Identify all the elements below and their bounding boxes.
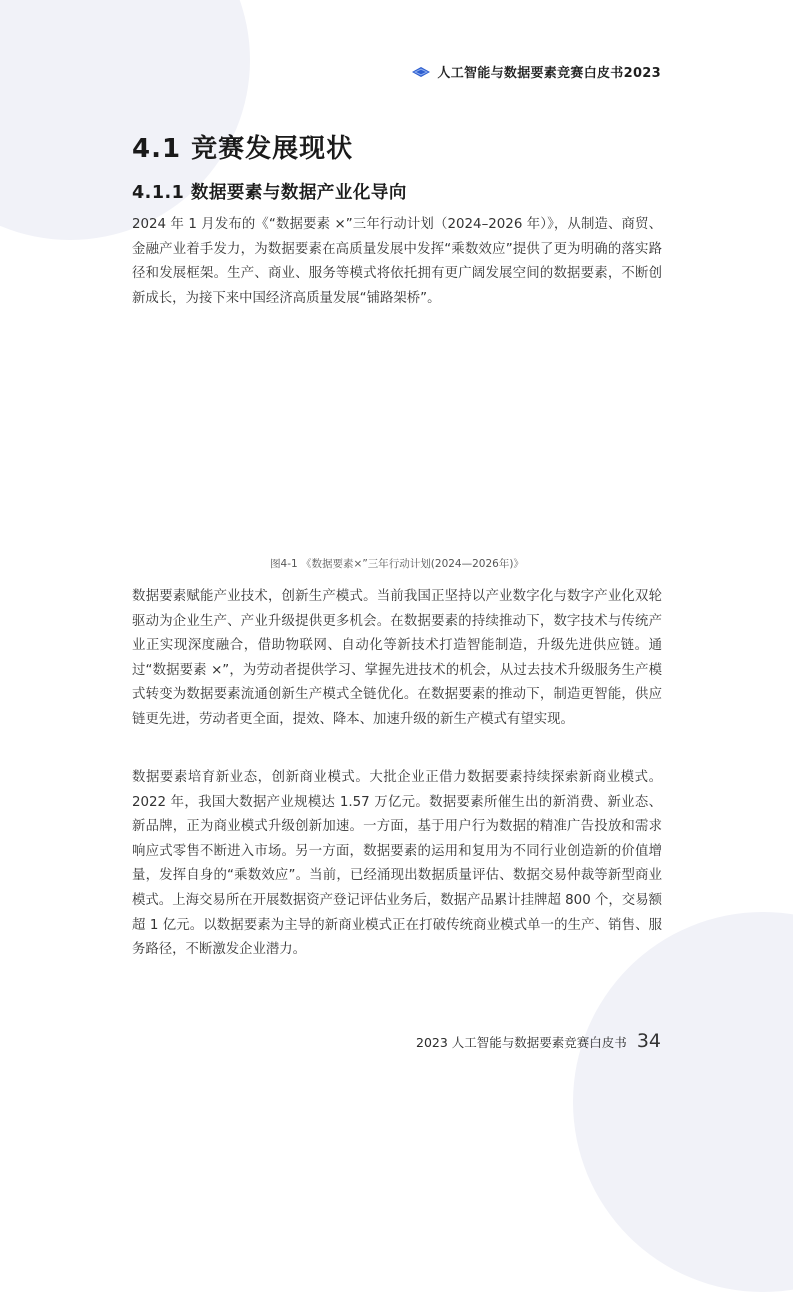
page-number: 34	[636, 1030, 661, 1052]
page-footer	[416, 1030, 661, 1052]
figure-image-area	[132, 320, 662, 540]
paragraph-business: 数据要素培育新业态，创新商业模式。大批企业正借力数据要素持续探索新商业模式。2022 年，我国大数据产业规模达 1.57 万亿元。数据要素所催生出的新消费、新业态、新品牌，正为商业模式升级创新加速。一方面，基于用户行为数据的精准广告投放和需求响应式零售不断进入市场。另一方面，数据要素的运用和复用为不同行业创造新的价值增量，发挥自身的“乘数效应”。当前，已经涌现出数据质量评估、数据交易仲裁等新型商业模式。上海交易所在开展数据资产登记评估业务后，数据产品累计挂牌超 800 个，交易额超 1 亿元。以数据要素为主导的新商业模式正在打破传统商业模式单一的生产、销售、服务路径，不断激发企业潜力。	[132, 770, 662, 958]
footer-title: 2023 人工智能与数据要素竞赛白皮书	[416, 1035, 627, 1050]
decorative-circle-bottom-right	[573, 912, 793, 1292]
figure-caption: 图4-1 《数据要素×”三年行动计划(2024—2026年)》	[270, 558, 524, 570]
paragraph-intro: 2024 年 1 月发布的《“数据要素 ×”三年行动计划（2024–2026 年）》，从制造、商贸、金融产业着手发力，为数据要素在高质量发展中发挥“乘数效应”提供了更为明确的落实路径和发展框架。生产、商业、服务等模式将依托拥有更广阔发展空间的数据要素，不断创新成长，为接下来中国经济高质量发展“铺路架桥”。	[132, 217, 662, 306]
book-logo-icon	[411, 66, 431, 78]
paragraph-production: 数据要素赋能产业技术，创新生产模式。当前我国正坚持以产业数字化与数字产业化双轮驱动为企业生产、产业升级提供更多机会。在数据要素的持续推动下，数字技术与传统产业正实现深度融合，借助物联网、自动化等新技术打造智能制造，升级先进供应链。通过“数据要素 ×”，为劳动者提供学习、掌握先进技术的机会，从过去技术升级服务生产模式转变为数据要素流通创新生产模式全链优化。在数据要素的推动下，制造更智能，供应链更先进，劳动者更全面，提效、降本、加速升级的新生产模式有望实现。	[132, 589, 662, 727]
section-title: 4.1 竞赛发展现状	[132, 134, 354, 164]
decorative-circle-top-left	[0, 0, 250, 240]
subsection-title: 4.1.1 数据要素与数据产业化导向	[132, 183, 407, 203]
running-header	[411, 62, 661, 81]
header-title: 人工智能与数据要素竞赛白皮书2023	[437, 66, 661, 81]
